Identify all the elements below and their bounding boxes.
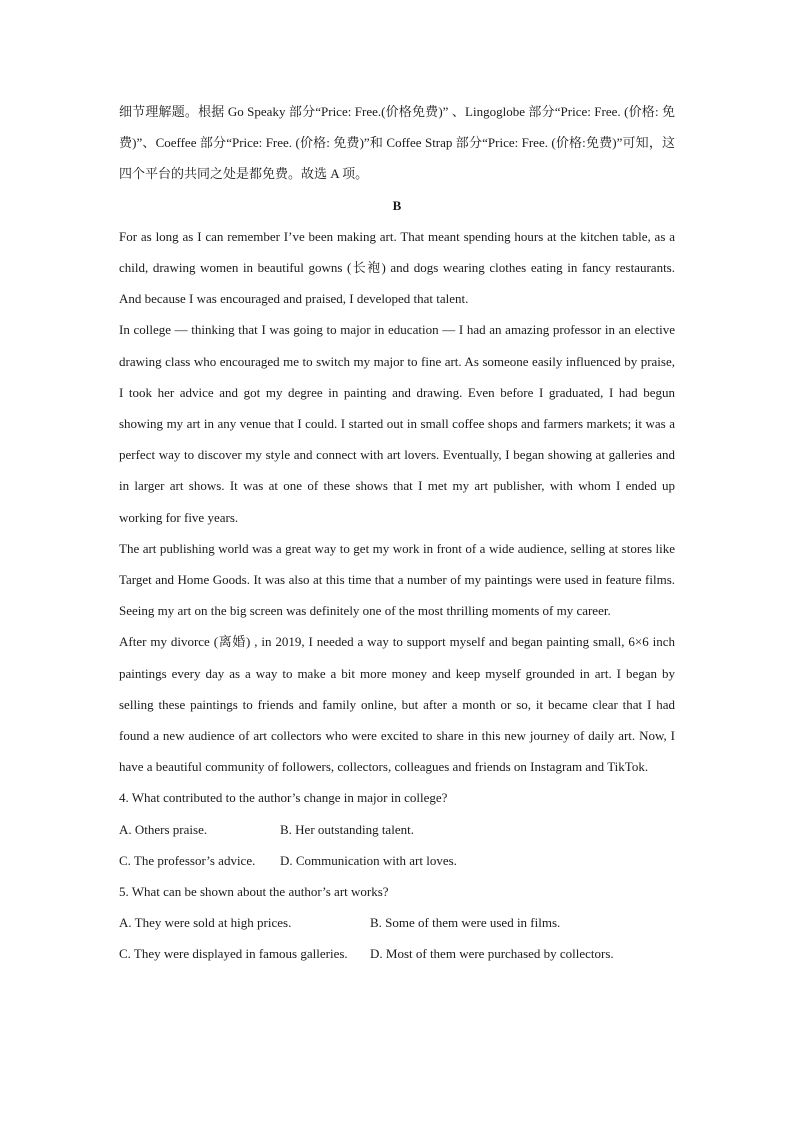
- option-d: D. Communication with art loves.: [280, 852, 457, 868]
- passage-paragraph-4: After my divorce (离婚) , in 2019, I needed a way to support myself and began painting small, 6×6 inch paintings every day as a way to make a bit more money and keep myself grounded in art. I began by selling these paintings to friends and family online, but after a month or so, it became clear that I had found a new audience of art collectors who were excited to share in this new journey of daily art. Now, I have a beautiful community of followers, collectors, colleagues and friends on Instagram and TikTok.: [119, 634, 675, 775]
- section-heading: B: [392, 197, 402, 213]
- answer-explanation: 细节理解题。根据 Go Speaky 部分“Price: Free.(价格免费)” 、Lingoglobe 部分“Price: Free. (价格: 免费)”、Coeffee 部分“Price: Free. (价格: 免费)”和 Coffee Strap 部分“Price: Free. (价格:免费)”可知，这四个平台的共同之处是都免费。故选 A 项。: [119, 104, 675, 182]
- answer-options: [119, 907, 675, 969]
- option-c: C. They were displayed in famous galleries.: [119, 946, 348, 962]
- question-5: [119, 876, 675, 970]
- option-b: B. Some of them were used in films.: [370, 915, 561, 931]
- option-a: A. Others praise.: [119, 821, 208, 837]
- question-stem: 4. What contributed to the author’s change in major in college?: [119, 790, 448, 806]
- passage-paragraph-2: In college — thinking that I was going to major in education — I had an amazing professor in an elective drawing class who encouraged me to switch my major to fine art. As someone easily influenced by praise, I took her advice and got my degree in painting and drawing. Even before I graduated, I had begun showing my art in any venue that I could. I started out in small coffee shops and farmers markets; it was a perfect way to discover my style and connect with art lovers. Eventually, I began showing at galleries and in larger art shows. It was at one of these shows that I met my art publisher, with whom I ended up working for five years.: [119, 322, 675, 525]
- answer-options: [119, 814, 675, 876]
- question-stem: 5. What can be shown about the author’s art works?: [119, 884, 389, 900]
- option-b: B. Her outstanding talent.: [280, 821, 414, 837]
- option-d: D. Most of them were purchased by collectors.: [370, 946, 614, 962]
- passage-paragraph-1: For as long as I can remember I’ve been making art. That meant spending hours at the kitchen table, as a child, drawing women in beautiful gowns (长袍) and dogs wearing clothes eating in fancy restaurants. And because I was encouraged and praised, I developed that talent.: [119, 228, 675, 307]
- passage-paragraph-3: The art publishing world was a great way to get my work in front of a wide audience, selling at stores like Target and Home Goods. It was also at this time that a number of my paintings were used in feature films. Seeing my art on the big screen was definitely one of the most thrilling moments of my career.: [119, 540, 675, 619]
- option-c: C. The professor’s advice.: [119, 852, 256, 868]
- option-a: A. They were sold at high prices.: [119, 915, 292, 931]
- document-page: [119, 96, 675, 970]
- question-4: [119, 782, 675, 876]
- reading-passage: [119, 221, 675, 783]
